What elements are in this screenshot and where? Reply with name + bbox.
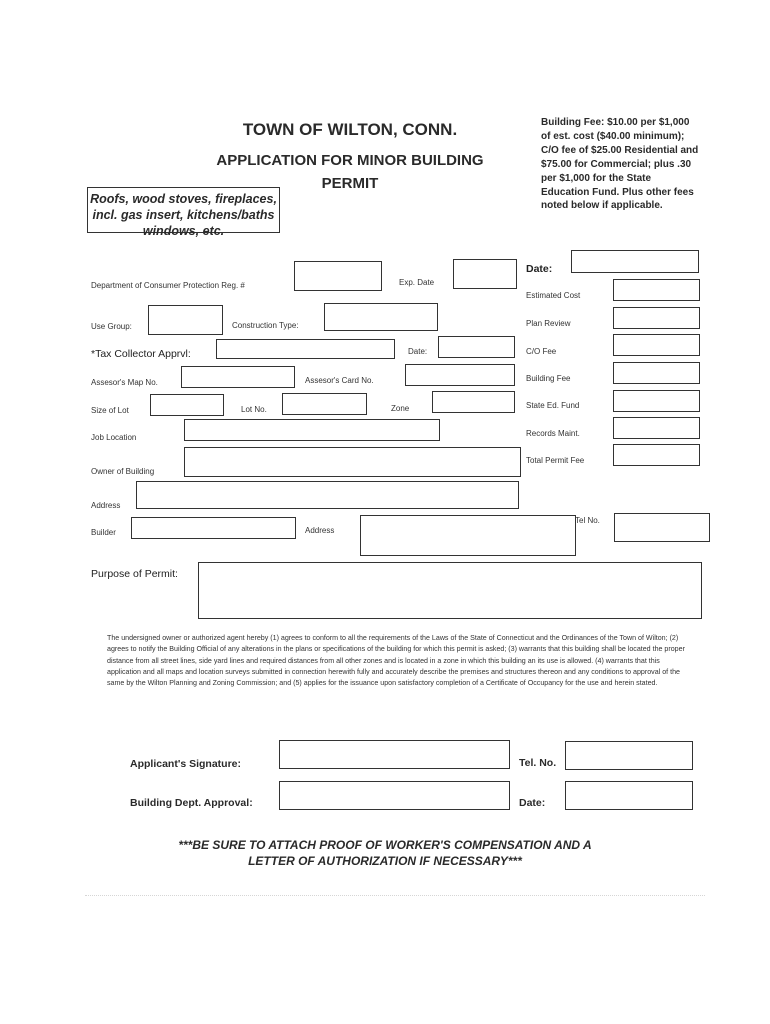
zone-field[interactable]	[432, 391, 515, 413]
records-maint-label: Records Maint.	[526, 429, 580, 438]
purpose-label: Purpose of Permit:	[91, 568, 178, 580]
disclaimer-text: The undersigned owner or authorized agent hereby (1) agrees to conform to all the requirements of the Laws of the State of Connecticut and the Ordinances of the Town of Wilton; (2) agrees to notify the Building Official of any alterations in the plans or specifications of the building for which this permit is asked; (3) warrants that this building shall be located the proper distance from all street lines, side yard lines and required distances from all other zones and is located in a zone in which this building an its use is allowed. (4) warrants that this application and all maps and location surveys submitted in connection herewith fully and accurately describe the premises and structures thereon and any conditions to approval of the same by the Wilton Planning and Zoning Commission; and (5) applies for the issuance upon satisfactory completion of a Certificate of Occupancy for the use and herein stated.	[107, 634, 685, 688]
scan-artifact-divider	[85, 895, 705, 897]
total-permit-fee-label: Total Permit Fee	[526, 456, 585, 465]
form-title-line1: APPLICATION FOR MINOR BUILDING	[216, 152, 484, 169]
use-group-label: Use Group:	[91, 322, 132, 331]
address-field[interactable]	[136, 481, 519, 509]
estimated-cost-field[interactable]	[613, 279, 700, 301]
job-location-field[interactable]	[184, 419, 440, 441]
co-fee-label: C/O Fee	[526, 347, 557, 356]
warning-line1: ***BE SURE TO ATTACH PROOF OF WORKER'S COMPENSATION AND A	[178, 838, 592, 852]
size-of-lot-label: Size of Lot	[91, 406, 129, 415]
approval-date-label: Date:	[519, 797, 546, 809]
exp-date-label: Exp. Date	[399, 278, 435, 287]
construction-type-field[interactable]	[324, 303, 438, 331]
dcp-reg-label: Department of Consumer Protection Reg. #	[91, 281, 245, 290]
building-fee-label: Building Fee	[526, 374, 571, 383]
town-title: TOWN OF WILTON, CONN.	[242, 120, 458, 139]
builder-address-field[interactable]	[360, 515, 576, 556]
builder-label: Builder	[91, 528, 116, 537]
map-no-field[interactable]	[181, 366, 295, 388]
tax-collector-label: *Tax Collector Apprvl:	[91, 348, 191, 360]
lot-no-field[interactable]	[282, 393, 367, 415]
dcp-reg-field[interactable]	[294, 261, 382, 291]
size-of-lot-field[interactable]	[150, 394, 224, 416]
owner-label: Owner of Building	[91, 467, 155, 476]
approval-date-field[interactable]	[565, 781, 693, 810]
state-ed-fund-label: State Ed. Fund	[526, 401, 580, 410]
builder-tel-field[interactable]	[614, 513, 710, 542]
fee-date-label: Date:	[526, 263, 553, 275]
form-title-line2: PERMIT	[321, 175, 379, 192]
builder-field[interactable]	[131, 517, 296, 539]
co-fee-field[interactable]	[613, 334, 700, 356]
state-ed-fund-field[interactable]	[613, 390, 700, 412]
applicant-tel-label: Tel. No.	[519, 757, 557, 769]
job-location-label: Job Location	[91, 433, 137, 442]
applicant-signature-field[interactable]	[279, 740, 510, 769]
exp-date-field[interactable]	[453, 259, 517, 289]
applicant-tel-field[interactable]	[565, 741, 693, 770]
zone-label: Zone	[391, 404, 410, 413]
approval-field[interactable]	[279, 781, 510, 810]
tax-date-field[interactable]	[438, 336, 515, 358]
plan-review-field[interactable]	[613, 307, 700, 329]
approval-label: Building Dept. Approval:	[130, 797, 253, 809]
warning-line2: LETTER OF AUTHORIZATION IF NECESSARY***	[248, 854, 522, 868]
estimated-cost-label: Estimated Cost	[526, 291, 581, 300]
applicant-signature-label: Applicant's Signature:	[130, 758, 242, 770]
card-no-field[interactable]	[405, 364, 515, 386]
building-fee-field[interactable]	[613, 362, 700, 384]
scope-note-box: Roofs, wood stoves, fireplaces, incl. gas insert, kitchens/baths windows, etc.	[87, 187, 280, 233]
use-group-field[interactable]	[148, 305, 223, 335]
owner-field[interactable]	[184, 447, 521, 477]
card-no-label: Assesor's Card No.	[305, 376, 374, 385]
fee-date-field[interactable]	[571, 250, 699, 273]
purpose-field[interactable]	[198, 562, 702, 619]
map-no-label: Assesor's Map No.	[91, 378, 158, 387]
construction-type-label: Construction Type:	[232, 321, 299, 330]
records-maint-field[interactable]	[613, 417, 700, 439]
address-label: Address	[91, 501, 121, 510]
total-permit-fee-field[interactable]	[613, 444, 700, 466]
plan-review-label: Plan Review	[526, 319, 571, 328]
tax-collector-field[interactable]	[216, 339, 395, 359]
fee-schedule-note: Building Fee: $10.00 per $1,000 of est. cost ($40.00 minimum); C/O fee of $25.00 Residential and $75.00 for Commercial; plus .30 per $1,000 for the State Education Fund. Plus other fees noted below if applicable.	[541, 117, 699, 212]
lot-no-label: Lot No.	[241, 405, 267, 414]
tax-date-label: Date:	[408, 347, 428, 356]
builder-address-label: Address	[305, 526, 335, 535]
builder-tel-label: Tel No.	[575, 516, 600, 525]
